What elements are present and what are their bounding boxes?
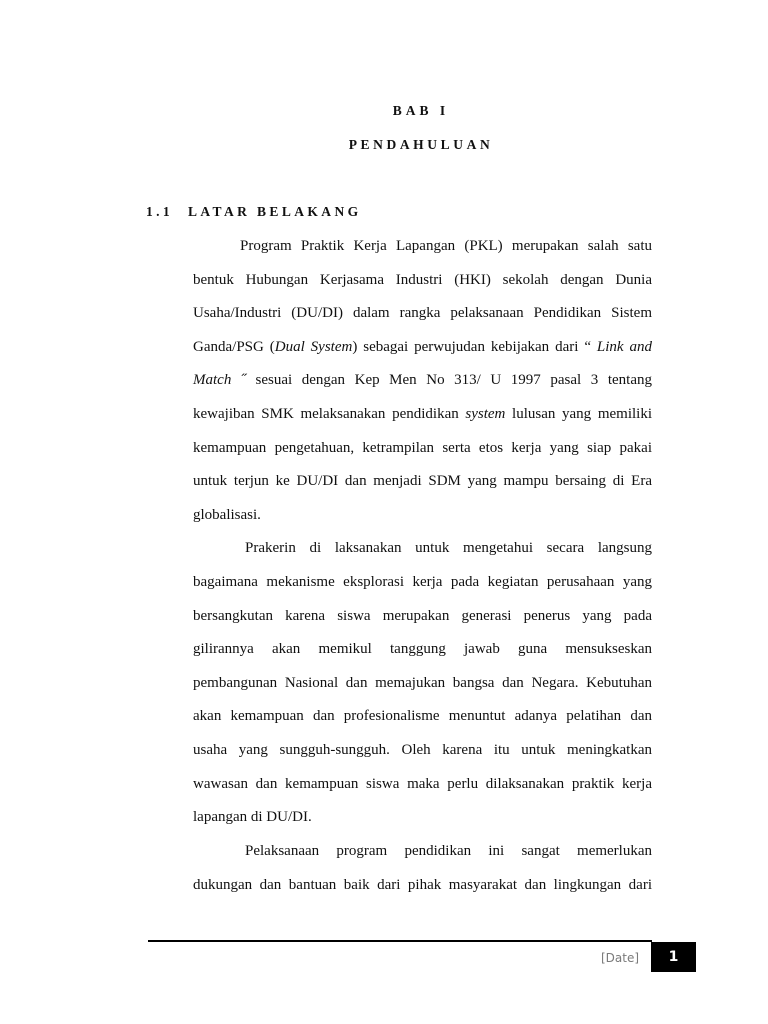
paragraph-line: akan kemampuan dan profesionalisme menuntut adanya pelatihan dan bbox=[193, 708, 652, 724]
paragraph-line: lapangan di DU/DI. bbox=[193, 809, 312, 825]
chapter-number: BAB I bbox=[392, 103, 450, 118]
paragraph-line: Match ˝ sesuai dengan Kep Men No 313/ U 1997 pasal 3 tentang bbox=[193, 372, 652, 388]
footer-date-placeholder: [Date] bbox=[601, 951, 640, 965]
section-number: 1.1 bbox=[146, 204, 174, 219]
paragraph-line: untuk terjun ke DU/DI dan menjadi SDM yang mampu bersaing di Era bbox=[193, 473, 652, 489]
footer-divider bbox=[148, 940, 652, 942]
paragraph-line: globalisasi. bbox=[193, 507, 261, 523]
section-title: LATAR BELAKANG bbox=[188, 204, 362, 219]
paragraph-line: Program Praktik Kerja Lapangan (PKL) merupakan salah satu bbox=[240, 238, 652, 254]
paragraph-line: bentuk Hubungan Kerjasama Industri (HKI) sekolah dengan Dunia bbox=[193, 272, 652, 288]
page-number: 1 bbox=[651, 942, 696, 972]
paragraph-line: usaha yang sungguh-sungguh. Oleh karena itu untuk meningkatkan bbox=[193, 742, 652, 758]
paragraph-line: Pelaksanaan program pendidikan ini sangat memerlukan bbox=[245, 843, 652, 859]
paragraph-line: Prakerin di laksanakan untuk mengetahui secara langsung bbox=[245, 540, 652, 556]
paragraph-line: bersangkutan karena siswa merupakan generasi penerus yang pada bbox=[193, 608, 652, 624]
paragraph-line: pembangunan Nasional dan memajukan bangsa dan Negara. Kebutuhan bbox=[193, 675, 652, 691]
paragraph-line: kewajiban SMK melaksanakan pendidikan system lulusan yang memiliki bbox=[193, 406, 653, 422]
paragraph-line: kemampuan pengetahuan, ketrampilan serta etos kerja yang siap pakai bbox=[193, 440, 652, 456]
paragraph-line: dukungan dan bantuan baik dari pihak masyarakat dan lingkungan dari bbox=[193, 877, 652, 893]
paragraph-line: bagaimana mekanisme eksplorasi kerja pada kegiatan perusahaan yang bbox=[193, 574, 652, 590]
paragraph-line: gilirannya akan memikul tanggung jawab guna mensukseskan bbox=[193, 641, 652, 657]
paragraph-line: Usaha/Industri (DU/DI) dalam rangka pelaksanaan Pendidikan Sistem bbox=[193, 305, 652, 321]
chapter-title: PENDAHULUAN bbox=[348, 137, 494, 152]
paragraph-line: Ganda/PSG (Dual System) sebagai perwujudan kebijakan dari “ Link and bbox=[193, 339, 653, 355]
paragraph-line: wawasan dan kemampuan siswa maka perlu dilaksanakan praktik kerja bbox=[193, 776, 652, 792]
section-heading bbox=[146, 204, 362, 220]
